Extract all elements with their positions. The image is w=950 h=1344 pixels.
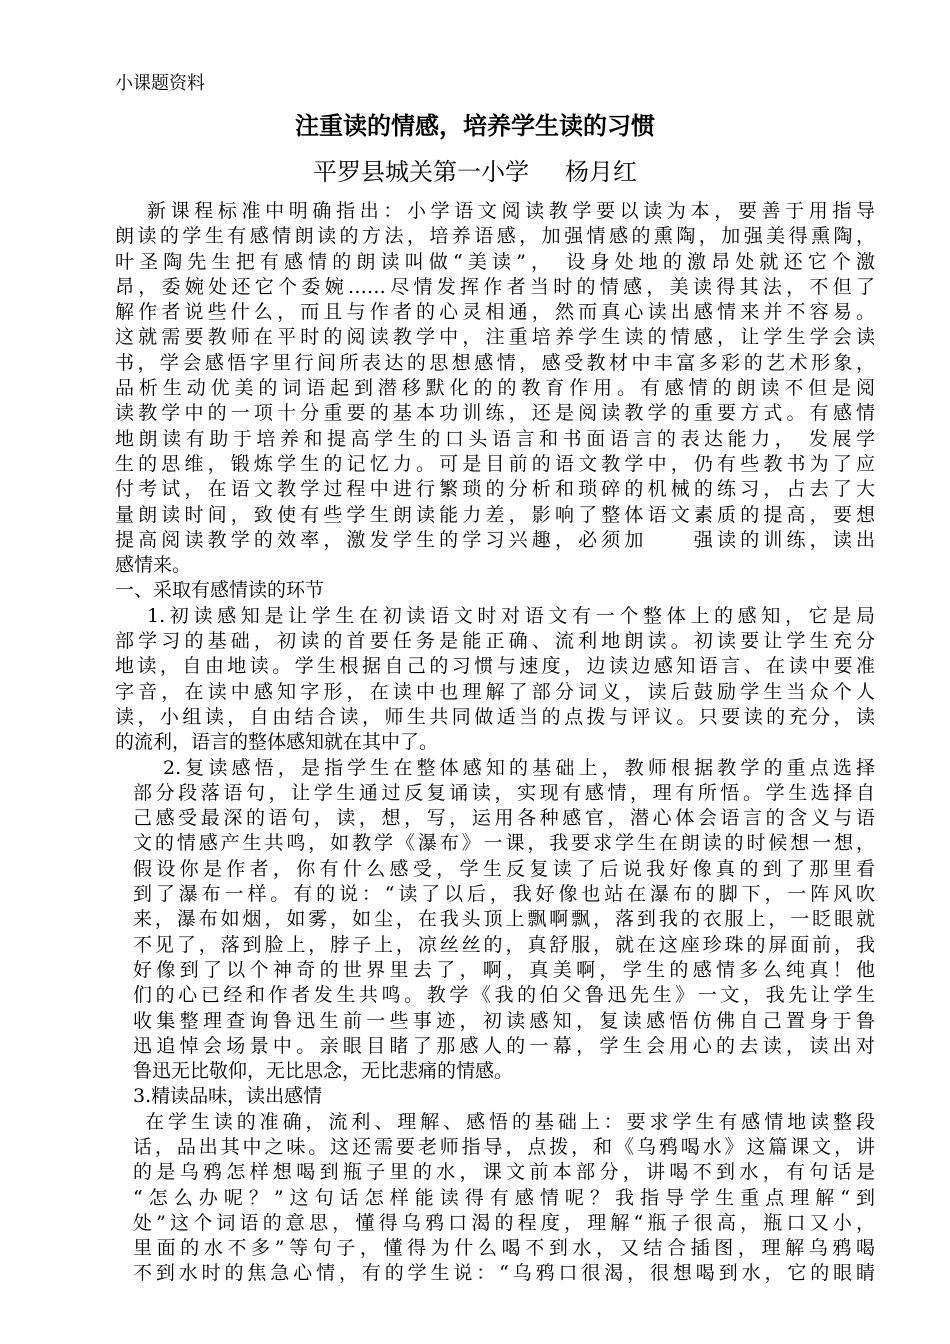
text-line: 己感受最深的语句，读，想，写，运用各种感官，潜心体会语言的含义与语 [133, 807, 875, 830]
text-line: 文的情感产生共鸣，如教学《瀑布》一课，我要求学生在朗读的时候想一想， [133, 832, 875, 855]
text-line: 书，学会感悟字里行间所表达的思想感情，感受教材中丰富多彩的艺术形象， [115, 351, 875, 374]
text-line: 解作者说些什么，而且与作者的心灵相通，然而真心读出感情来并不容易。 [115, 301, 875, 324]
text-line: 话，品出其中之味。这还需要老师指导，点拨，和《乌鸦喝水》这篇课文，讲 [133, 1135, 875, 1158]
text-line: 提高阅读教学的效率，激发学生的学习兴趣，必须加 强读的训练，读出 [115, 528, 875, 551]
text-line: 处”这个词语的意思，懂得乌鸦口渴的程度，理解“瓶子很高，瓶口又小， [133, 1211, 875, 1234]
text-line: 假设你是作者，你有什么感受，学生反复读了后说我好像真的到了那里看 [133, 857, 875, 880]
text-line: 量朗读时间，致使有些学生朗读能力差，影响了整体语文素质的提高，要想 [115, 503, 875, 526]
text-line: 1.初读感知是让学生在初读语文时对语文有一个整体上的感知，它是局 [147, 604, 875, 627]
text-line: 来，瀑布如烟，如雾，如尘，在我头顶上飘啊飘，落到我的衣服上，一眨眼就 [133, 908, 875, 931]
text-line: 迅追悼会场景中。亲眼目睹了那感人的一幕，学生会用心的去读，读出对 [133, 1034, 875, 1057]
text-line: 这就需要教师在平时的阅读教学中，注重培养学生读的情感，让学生学会读 [115, 326, 875, 349]
author-name: 杨月红 [565, 158, 637, 186]
text-line: 收集整理查询鲁迅生前一些事迹，初读感知，复读感悟仿佛自己置身于鲁 [133, 1009, 875, 1032]
text-line: 不见了，落到脸上，脖子上，凉丝丝的，真舒服，就在这座珍珠的屏面前，我 [133, 933, 875, 956]
text-line: 新课程标准中明确指出：小学语文阅读教学要以读为本，要善于用指导 [147, 200, 875, 222]
document-title: 注重读的情感，培养学生读的习惯 [295, 111, 655, 140]
text-line: 读，小组读，自由结合读，师生共同做适当的点拨与评议。只要读的充分，读 [115, 705, 875, 728]
text-line: 叶圣陶先生把有感情的朗读叫做“美读”， 设身处地的激昂处就还它个激 [115, 250, 875, 273]
text-line: 好像到了以个神奇的世界里去了，啊，真美啊，学生的感情多么纯真！他 [133, 958, 875, 981]
intro-paragraph [115, 199, 875, 578]
section-3-block [115, 1084, 875, 1286]
paragraph-second-reading [115, 756, 875, 1085]
section-heading: 3.精读品味，读出感情 [133, 1085, 323, 1108]
text-line: 昂，委婉处还它个委婉……尽情发挥作者当时的情感，美读得其法，不但了 [115, 275, 875, 298]
text-line: 读教学中的一项十分重要的基本功训练，还是阅读教学的重要方式。有感情 [115, 402, 875, 425]
text-line: 部分段落语句，让学生通过反复诵读，实现有感情，理有所悟。学生选择自 [133, 781, 875, 804]
text-line: 的流利，语言的整体感知就在其中了。 [115, 731, 439, 754]
document-label: 小课题资料 [115, 73, 205, 94]
text-line: 地朗读有助于培养和提高学生的口头语言和书面语言的表达能力， 发展学 [115, 427, 875, 450]
text-line: 付考试，在语文教学过程中进行繁琐的分析和琐碎的机械的练习，占去了大 [115, 478, 875, 501]
text-line: “怎么办呢？”这句话怎样能读得有感情呢？我指导学生重点理解“到 [133, 1186, 875, 1209]
text-line: 的是乌鸦怎样想喝到瓶子里的水，课文前本部分，讲喝不到水，有句话是 [133, 1161, 875, 1184]
section-heading: 一、采取有感情读的环节 [115, 579, 325, 602]
text-line: 不到水时的焦急心情，有的学生说：“乌鸦口很渴，很想喝到水，它的眼睛 [133, 1262, 875, 1285]
text-line: 到了瀑布一样。有的说：“读了以后，我好像也站在瀑布的脚下，一阵风吹 [133, 883, 875, 906]
author-school: 平罗县城关第一小学 [313, 158, 529, 186]
text-line: 部学习的基础，初读的首要任务是能正确、流利地朗读。初读要让学生充分 [115, 630, 875, 653]
text-line: 在学生读的准确，流利、理解、感悟的基础上：要求学生有感情地读整段 [145, 1110, 875, 1133]
text-line: 感情来。 [115, 554, 192, 577]
text-line: 品析生动优美的词语起到潜移默化的的教育作用。有感情的朗读不但是阅 [115, 377, 875, 400]
text-line: 们的心已经和作者发生共鸣。教学《我的伯父鲁迅先生》一文，我先让学生 [133, 984, 875, 1007]
text-line: 鲁迅无比敬仰，无比思念，无比悲痛的情感。 [133, 1060, 514, 1083]
author-line [0, 156, 950, 188]
text-line: 朗读的学生有感情朗读的方法，培养语感，加强情感的熏陶，加强美得熏陶， [115, 225, 875, 248]
paragraph-first-reading [115, 604, 875, 756]
document-body [115, 199, 875, 1287]
text-line: 生的思维，锻炼学生的记忆力。可是目前的语文教学中，仍有些教书为了应 [115, 452, 875, 475]
text-line: 里面的水不多”等句子，懂得为什么喝不到水，又结合插图，理解乌鸦喝 [133, 1237, 875, 1260]
text-line: 地读，自由地读。学生根据自己的习惯与速度，边读边感知语言、在读中要准 [115, 655, 875, 678]
text-line: 2.复读感悟，是指学生在整体感知的基础上，教师根据教学的重点选择 [163, 756, 875, 779]
text-line: 字音，在读中感知字形，在读中也理解了部分词义，读后鼓励学生当众个人 [115, 680, 875, 703]
